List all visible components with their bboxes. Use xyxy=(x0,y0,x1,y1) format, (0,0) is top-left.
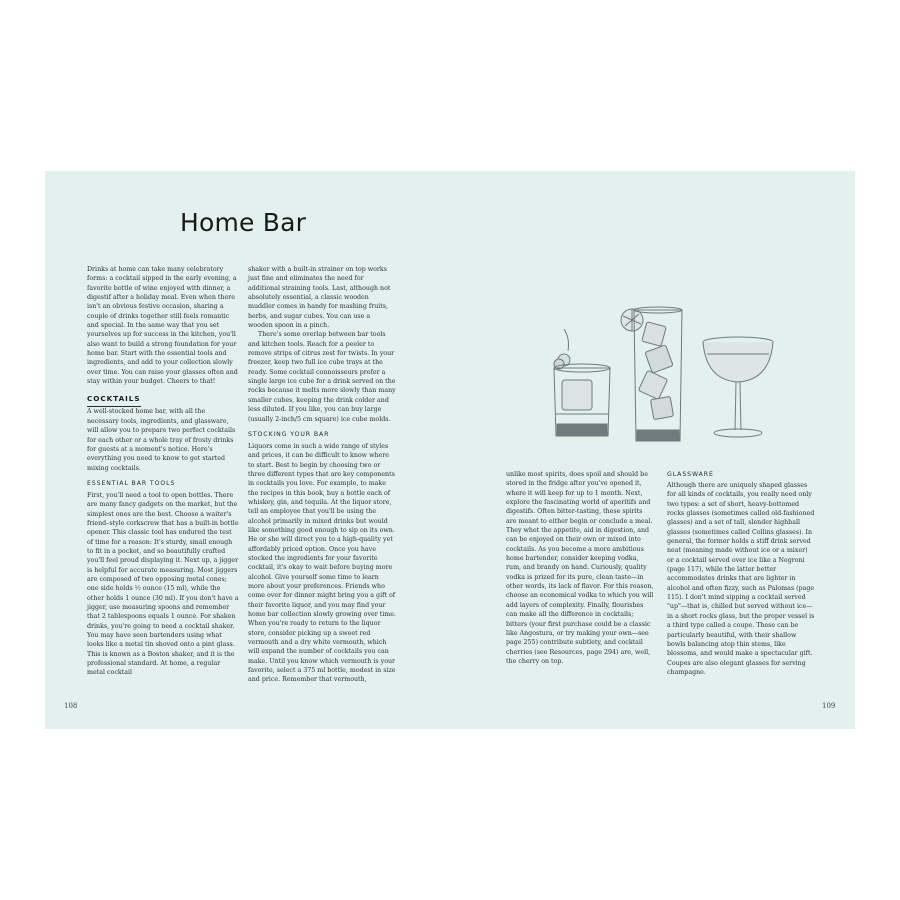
column-4 xyxy=(667,470,815,677)
cocktails-heading: COCKTAILS xyxy=(87,393,141,407)
tools-paragraph: First, you'll need a tool to open bottles. There are many fancy gadgets on the market, but the simplest ones are the best. Choose a waiter's friend–style corkscrew that has a built-in bottle opener. This classic tool has endured the test of time for a reason: It's sturdy, small enough to fit in a pocket, and so beautifully crafted you'll feel proud displaying it. Next up, a jigger is helpful for accurate measuring. Most jiggers are composed of two opposing metal cones; one side holds ½ ounce (15 ml), while the other holds 1 ounce (30 ml). If you don't have a jigger, use measuring spoons and remember that 2 tablespoons equals 1 ounce. For shaken drinks, you're going to need a cocktail shaker. You may have seen bartenders using what looks like a metal tin shoved onto a pint glass. This is known as a Boston shaker, and it is the professional standard. At home, a regular metal cocktail xyxy=(87,491,239,677)
page-title: Home Bar xyxy=(180,208,307,237)
liquors-paragraph: Liquors come in such a wide range of styles and prices, it can be difficult to know where to start. Best to begin by choosing two or three different types that are key components in cocktails you love. For example, to make the recipes in this book, buy a bottle each of whiskey, gin, and tequila. At the liquor store, tell an employee that you'll be using the alcohol primarily in mixed drinks but would like something good enough to sip on its own. He or she will direct you to a high-quality yet affordably priced option. Once you have stocked the ingredients for your favorite cocktail, it's okay to wait before buying more alcohol. Give yourself some time to learn more about your preferences. Friends who come over for dinner might bring you a gift of their favorite liquor, and you may find your home bar collection slowly growing over time. When you're ready to return to the liquor store, consider picking up a sweet red vermouth and a dry white vermouth, which will expand the number of cocktails you can make. Until you know which vermouth is your favorite, select a 375 ml bottle, modest in size and price. Remember that vermouth, xyxy=(248,442,396,684)
column-1 xyxy=(87,265,239,678)
page-number-left: 108 xyxy=(64,702,78,710)
column-3 xyxy=(506,470,654,666)
vermouth-paragraph: unlike most spirits, does spoil and should be stored in the fridge after you've opened it, where it will keep for up to 1 month. Next, explore the fascinating world of aperitifs and digestifs. Often bitter-tasting, these spirits are meant to either begin or conclude a meal. They whet the appetite, aid in digestion, and can be enjoyed on their own or mixed into cocktails. As you become a more ambitious home bartender, consider keeping vodka, rum, and brandy on hand. Curiously, quality vodka is prized for its pure, clean taste—in other words, its lack of flavor. For this reason, choose an economical vodka to which you will add layers of complexity. Finally, flourishes can make all the difference in cocktails; bitters (your first purchase could be a classic like Angostura, or try making your own—see page 255) contribute subtlety, and cocktail cherries (see Resources, page 294) are, well, the cherry on top. xyxy=(506,471,654,665)
page-number-right: 109 xyxy=(822,702,836,710)
essential-bar-tools-heading: ESSENTIAL BAR TOOLS xyxy=(87,479,176,487)
rocks-glass-icon xyxy=(554,329,610,436)
stocking-your-bar-heading: STOCKING YOUR BAR xyxy=(248,430,330,438)
intro-paragraph: Drinks at home can take many celebratory forms: a cocktail sipped in the early evening, a favorite bottle of wine enjoyed with dinner, a digestif after a holiday meal. Even when there isn't an obvious festive occasion, sharing a couple of drinks together still feels romantic and special. In the same way that you set yourselves up for success in the kitchen, you'll also want to build a strong foundation for your home bar. Start with the essential tools and ingredients, and add to your collection slowly over time. You can raise your glasses often and stay within your budget. Cheers to that! xyxy=(87,266,238,386)
highball-glass-icon xyxy=(621,307,682,441)
overlap-paragraph: There's some overlap between bar tools and kitchen tools. Reach for a peeler to remove strips of citrus zest for twists. In your freezer, keep two full ice cube trays at the ready. Some cocktail connoisseurs prefer a single large ice cube for a drink served on the rocks because it melts more slowly than many smaller cubes, keeping the drink colder and less diluted. If you like, you can buy large (usually 2-inch/5 cm square) ice cube molds. xyxy=(248,331,396,423)
cocktails-paragraph: A well-stocked home bar, with all the necessary tools, ingredients, and glassware, will allow you to prepare two perfect cocktails for each other or a whole tray of frosty drinks for guests at a moment's notice. Here's everything you need to know to get started mixing cocktails. xyxy=(87,408,236,472)
column-2 xyxy=(248,265,396,685)
cocktail-glasses-illustration xyxy=(548,296,780,446)
glassware-paragraph: Although there are uniquely shaped glasses for all kinds of cocktails, you really need only two types: a set of short, heavy-bottomed rocks glasses (sometimes called old-fashioned glasses) and a set of tall, slender highball glasses (sometimes called Collins glasses). In general, the former holds a stiff drink served neat (meaning made without ice or a mixer) or a cocktail served over ice like a Negroni (page 117), while the latter better accommodates drinks that are lighter in alcohol and often fizzy, such as Palomas (page 115). I don't mind sipping a cocktail served "up"—that is, chilled but served without ice—in a short rocks glass, but the proper vessel is a third type called a coupe. These can be particularly beautiful, with their shallow bowls balancing atop thin stems, like blossoms, and would make a spectacular gift. Coupes are also elegant glasses for serving champagne. xyxy=(667,482,815,676)
glassware-heading: GLASSWARE xyxy=(667,471,714,478)
coupe-glass-icon xyxy=(703,337,773,437)
shaker-paragraph: shaker with a built-in strainer on top works just fine and eliminates the need for additional straining tools. Last, although not absolutely essential, a classic wooden muddler comes in handy for mashing fruits, herbs, and sugar cubes. You can use a wooden spoon in a pinch. xyxy=(248,266,391,330)
